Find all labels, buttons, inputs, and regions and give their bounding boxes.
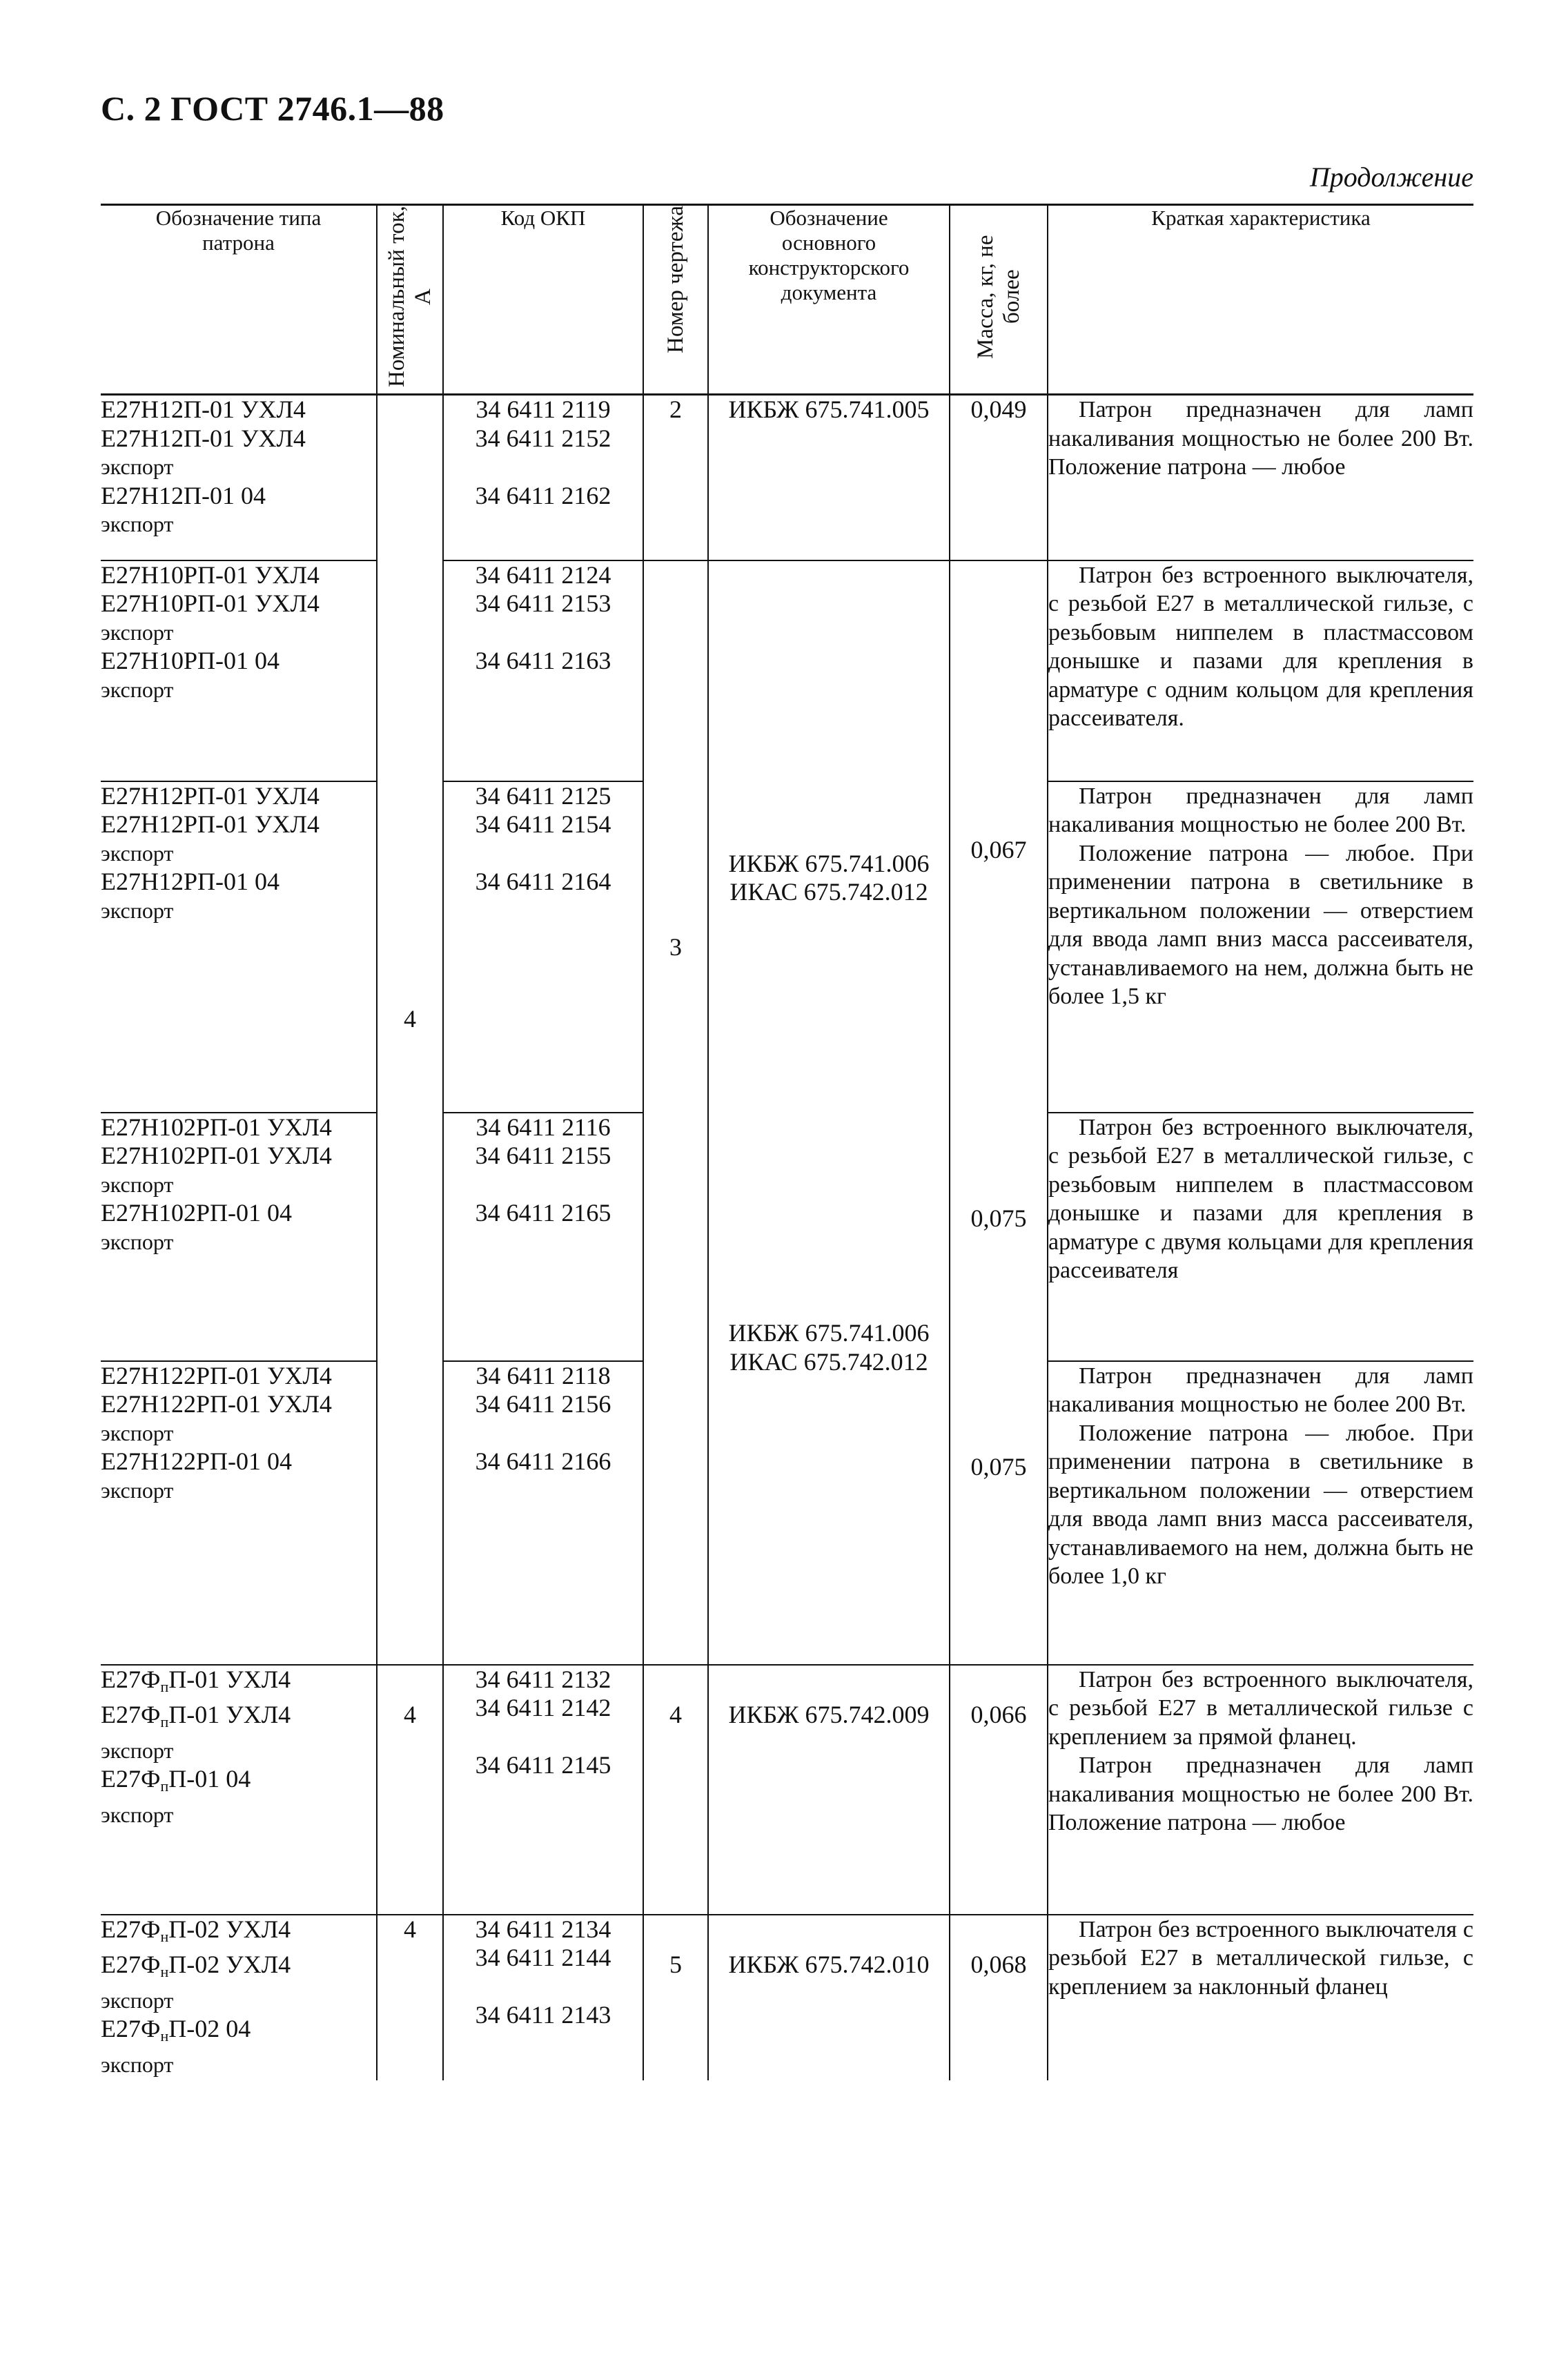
col-current-header: Номинальный ток, А [377,205,443,395]
type-cell: Е27Н122РП-01 УХЛ4 Е27Н122РП-01 УХЛ4 экспорт Е27Н122РП-01 04 экспорт [101,1361,377,1665]
col-type-header: Обозначение типа патрона [101,205,377,395]
okp-cell: 34 6411 2125 34 6411 2154 34 6411 2164 [443,781,643,1113]
table-row [101,1665,1473,1915]
current-cell: 4 [377,1915,443,2080]
mass-cell: 0,049 [950,395,1048,560]
type-cell: $Е27Ф_нП-02$ УХЛ4 $Е27Ф_нП-02$ УХЛ4 экспорт $Е27Ф_нП-02$ 04 экспорт [101,1915,377,2080]
desc-cell: Патрон без встроенного выключателя с резьбой Е27 в металлической гильзе, с креплением за наклонный фланец [1048,1915,1473,2080]
drawing-cell: 2 [643,395,708,560]
current-cell: 4 [377,395,443,1665]
table-row [101,1113,1473,1361]
desc-cell: Патрон предназначен для ламп накаливания мощностью не более 200 Вт. Положение патрона — любое. При применении патрона в светильнике в вертикальном положении — отверстием для ввода ламп вниз масса рассеивателя, устанавливаемого на нем, должна быть не более 1,5 кг [1048,781,1473,1113]
col-drawing-header: Номер чертежа [643,205,708,395]
desc-cell: Патрон предназначен для ламп накаливания мощностью не более 200 Вт. Положение патрона — любое [1048,395,1473,560]
table-row [101,1915,1473,2080]
doc-cell: ИКБЖ 675.741.006 ИКАС 675.742.012 [708,1113,950,1665]
doc-cell: ИКБЖ 675.741.005 [708,395,950,560]
drawing-cell: 4 [643,1665,708,1915]
okp-cell: 34 6411 2119 34 6411 2152 34 6411 2162 [443,395,643,560]
continuation-label: Продолжение [1309,162,1473,193]
desc-cell: Патрон без встроенного выключателя, с резьбой Е27 в металлической гильзе, с резьбовым ниппелем в пластмассовом донышке и пазами для крепления в арматуре с двумя кольцами для крепления рассеивателя [1048,1113,1473,1361]
table-header [101,205,1473,395]
desc-cell: Патрон без встроенного выключателя, с резьбой Е27 в металлической гильзе, с резьбовым ниппелем в пластмассовом донышке и пазами для крепления в арматуре с одним кольцом для крепления рассеивателя. [1048,560,1473,781]
drawing-cell: 5 [643,1915,708,2080]
table-row [101,395,1473,560]
desc-cell: Патрон без встроенного выключателя, с резьбой Е27 в металлической гильзе с креплением за прямой фланец. Патрон предназначен для ламп накаливания мощностью не более 200 Вт. Положение патрона — любое [1048,1665,1473,1915]
okp-cell: 34 6411 2124 34 6411 2153 34 6411 2163 [443,560,643,781]
okp-cell: 34 6411 2118 34 6411 2156 34 6411 2166 [443,1361,643,1665]
col-desc-header: Краткая характеристика [1048,205,1473,395]
col-okp-header: Код ОКП [443,205,643,395]
mass-cell: 0,066 [950,1665,1048,1915]
doc-cell: ИКБЖ 675.742.010 [708,1915,950,2080]
okp-cell: 34 6411 2134 34 6411 2144 34 6411 2143 [443,1915,643,2080]
type-cell: $Е27Ф_пП-01$ УХЛ4 $Е27Ф_пП-01$ УХЛ4 экспорт $Е27Ф_пП-01$ 04 экспорт [101,1665,377,1915]
table-row [101,560,1473,781]
specs-table [101,204,1473,2080]
doc-cell: ИКБЖ 675.741.006 ИКАС 675.742.012 [708,560,950,1113]
mass-cell: 0,068 [950,1915,1048,2080]
drawing-cell: 3 [643,560,708,1665]
page-header: С. 2 ГОСТ 2746.1—88 [101,89,444,128]
mass-cell: 0,075 [950,1113,1048,1361]
okp-cell: 34 6411 2116 34 6411 2155 34 6411 2165 [443,1113,643,1361]
okp-cell: 34 6411 2132 34 6411 2142 34 6411 2145 [443,1665,643,1915]
desc-cell: Патрон предназначен для ламп накаливания мощностью не более 200 Вт. Положение патрона — любое. При применении патрона в светильнике в вертикальном положении — отверстием для ввода ламп вниз масса рассеивателя, устанавливаемого на нем, должна быть не более 1,0 кг [1048,1361,1473,1665]
col-doc-header: Обозначение основного конструкторского документа [708,205,950,395]
col-mass-header: Масса, кг, не более [950,205,1048,395]
mass-cell: 0,067 [950,560,1048,1113]
type-cell: Е27Н12П-01 УХЛ4 Е27Н12П-01 УХЛ4 экспорт Е27Н12П-01 04 экспорт [101,396,306,536]
type-cell: Е27Н12РП-01 УХЛ4 Е27Н12РП-01 УХЛ4 экспорт Е27Н12РП-01 04 экспорт [101,781,377,1113]
type-cell: Е27Н10РП-01 УХЛ4 Е27Н10РП-01 УХЛ4 экспорт Е27Н10РП-01 04 экспорт [101,560,377,781]
doc-cell: ИКБЖ 675.742.009 [708,1665,950,1915]
type-cell: Е27Н102РП-01 УХЛ4 Е27Н102РП-01 УХЛ4 экспорт Е27Н102РП-01 04 экспорт [101,1113,377,1361]
mass-cell: 0,075 [950,1361,1048,1665]
current-cell: 4 [377,1665,443,1915]
